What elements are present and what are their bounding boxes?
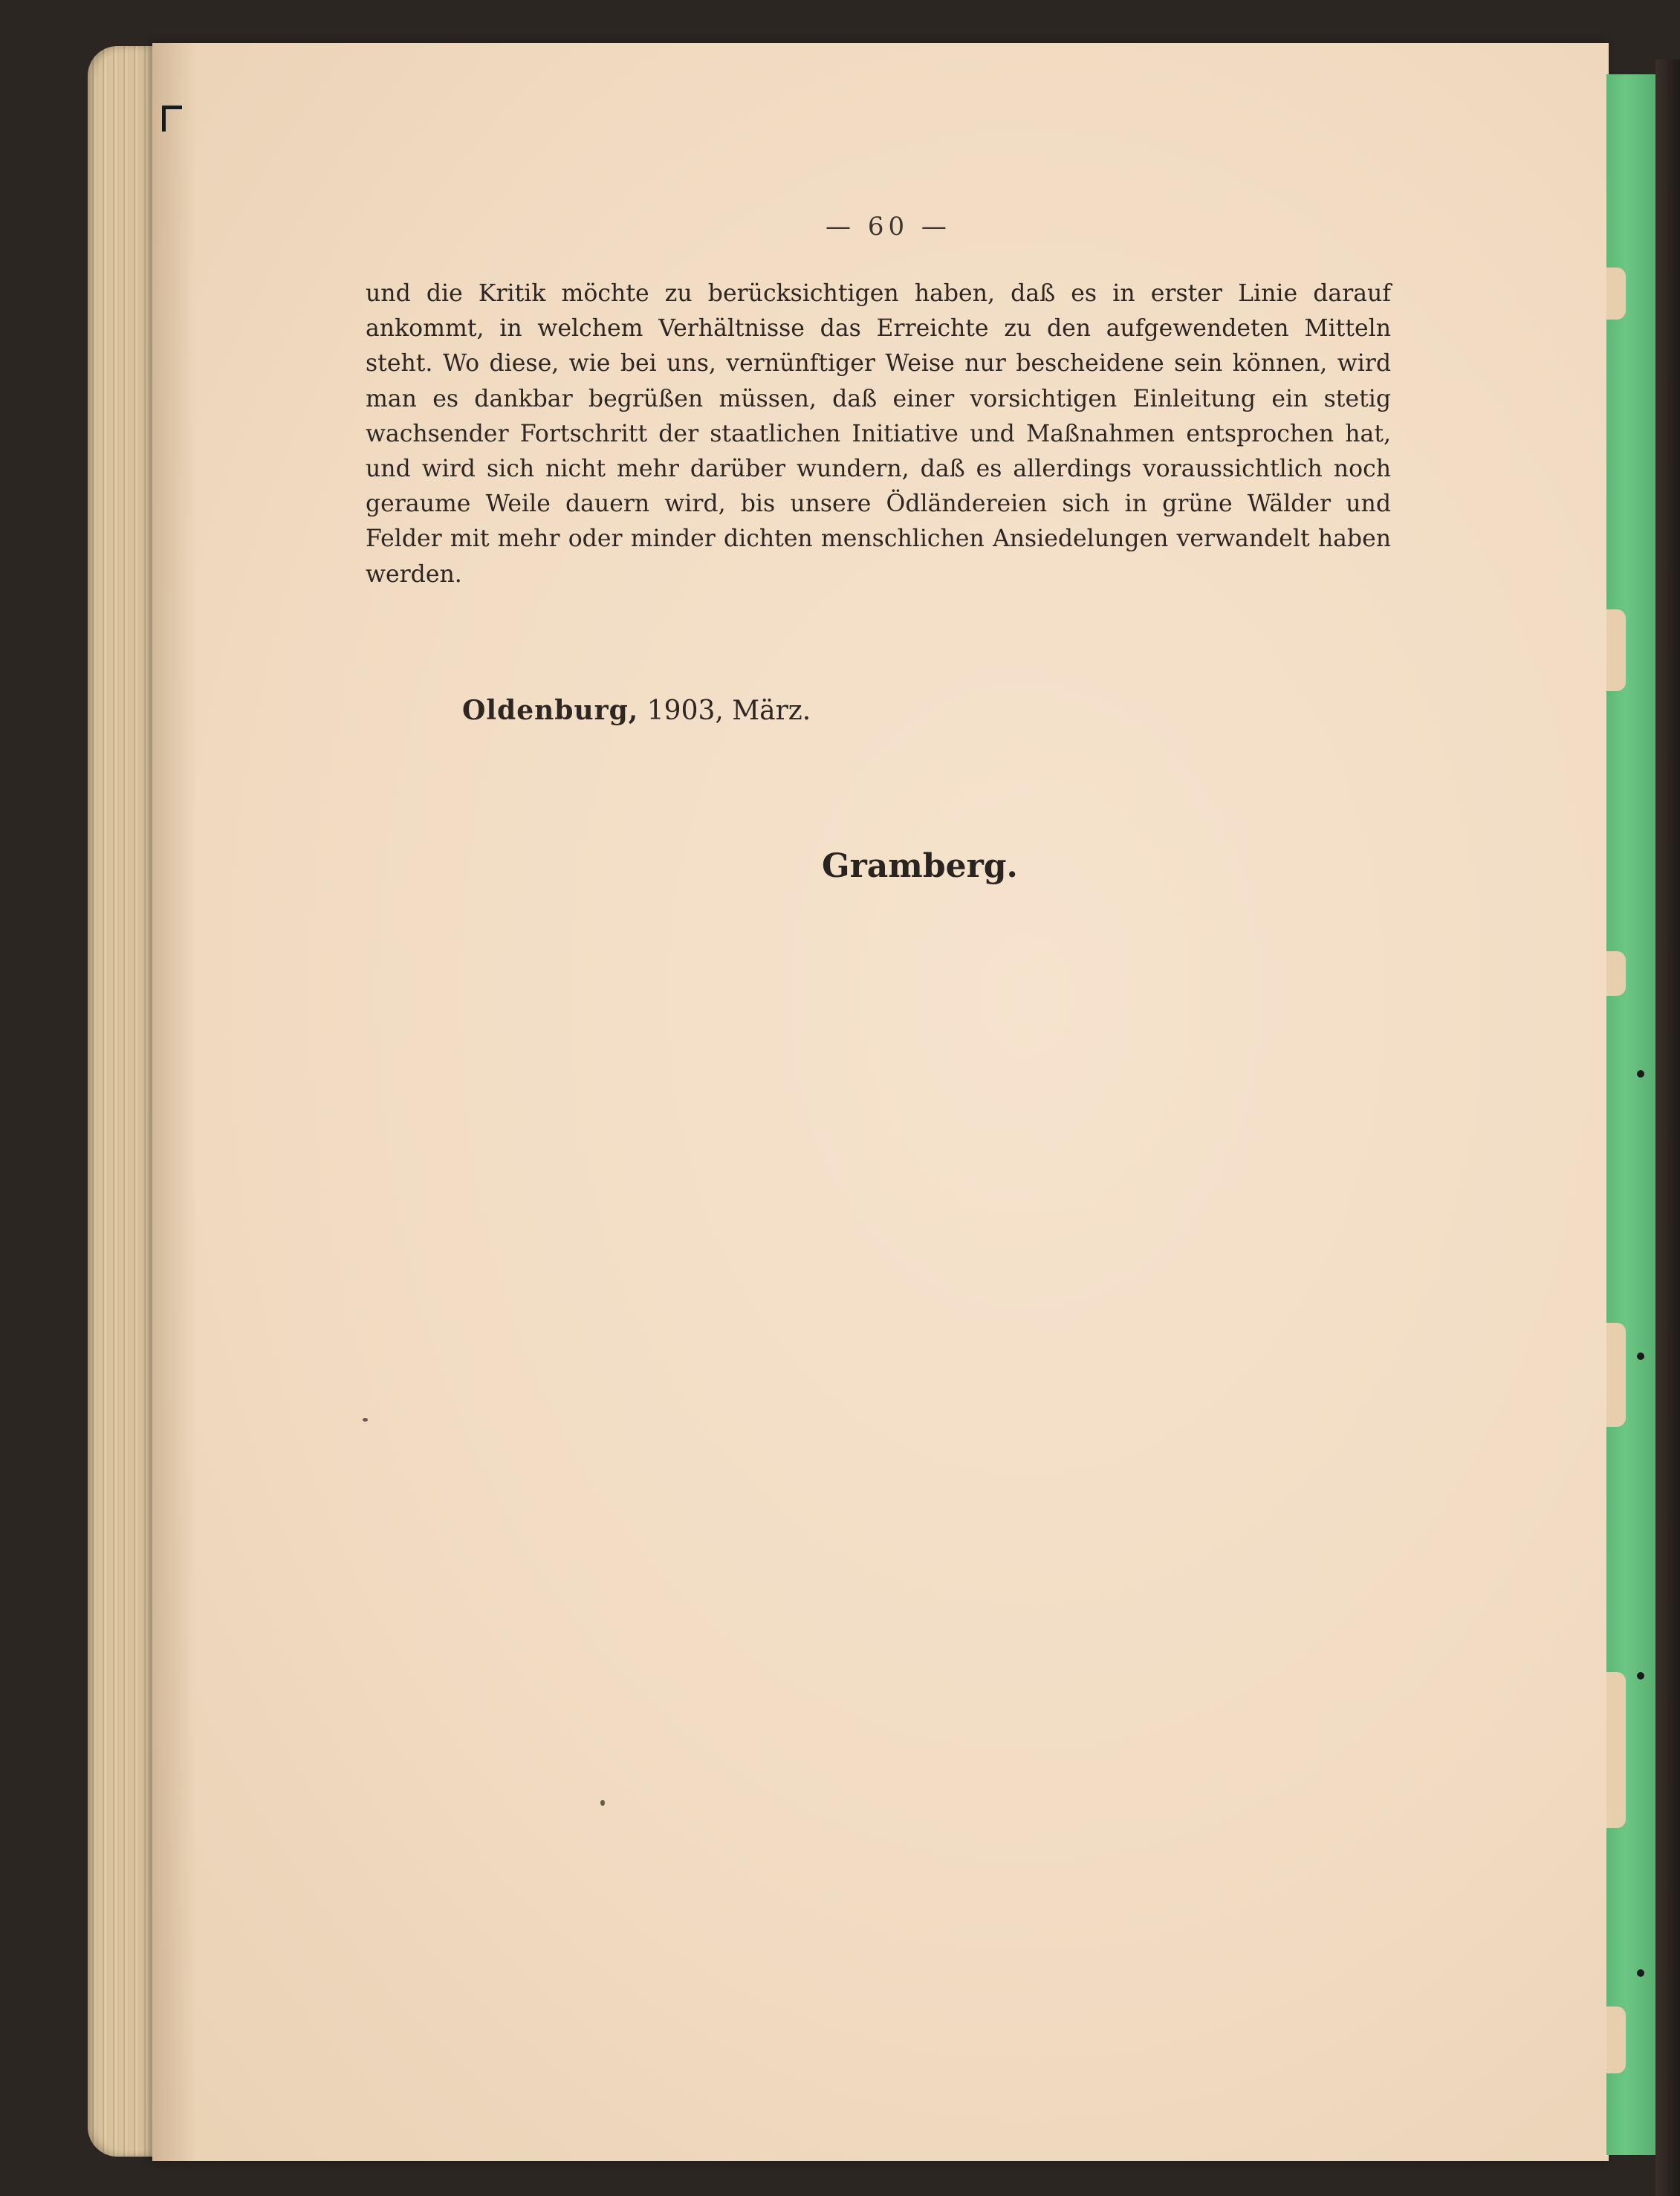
paper-speck	[600, 1800, 605, 1806]
binding-shadow	[1655, 59, 1680, 2196]
author-signature: Gramberg.	[822, 847, 1018, 885]
torn-edge	[1606, 268, 1626, 320]
torn-edge	[1606, 609, 1626, 691]
binding-hole	[1637, 1070, 1644, 1078]
dateline-date: 1903, März.	[646, 696, 811, 726]
green-cover-spine	[1606, 74, 1655, 2155]
body-paragraph: und die Kritik möchte zu berücksichtigen haben, daß es in erster Linie darauf ankommt, in welchem Verhältnisse das Erreichte zu den aufgewendeten Mitteln steht. Wo diese, wie bei uns, vernünftiger Weise nur bescheidene sein können, wird man es dankbar begrüßen müssen, daß einer vorsichtigen Einleitung ein stetig wachsender Fortschritt der staatlichen Initiative und Maßnahmen entsprochen hat, und wird sich nicht mehr darüber wundern, daß es allerdings voraussichtlich noch geraume Weile dauern wird, bis unsere Ödländereien sich in grüne Wälder und Felder mit mehr oder minder dichten menschlichen Ansiedelungen verwandelt haben werden.	[366, 280, 1391, 588]
torn-edge	[1606, 2006, 1626, 2073]
paper-speck	[363, 1418, 368, 1422]
corner-crop-mark	[162, 106, 182, 132]
torn-edge	[1606, 951, 1626, 996]
dateline-place: Oldenburg,	[462, 695, 639, 726]
binding-hole	[1637, 1672, 1644, 1680]
binding-hole	[1637, 1353, 1644, 1360]
torn-edge	[1606, 1672, 1626, 1828]
dateline	[462, 695, 811, 726]
torn-edge	[1606, 1323, 1626, 1427]
binding-hole	[1637, 1969, 1644, 1977]
page-number: — 60 —	[826, 212, 951, 242]
